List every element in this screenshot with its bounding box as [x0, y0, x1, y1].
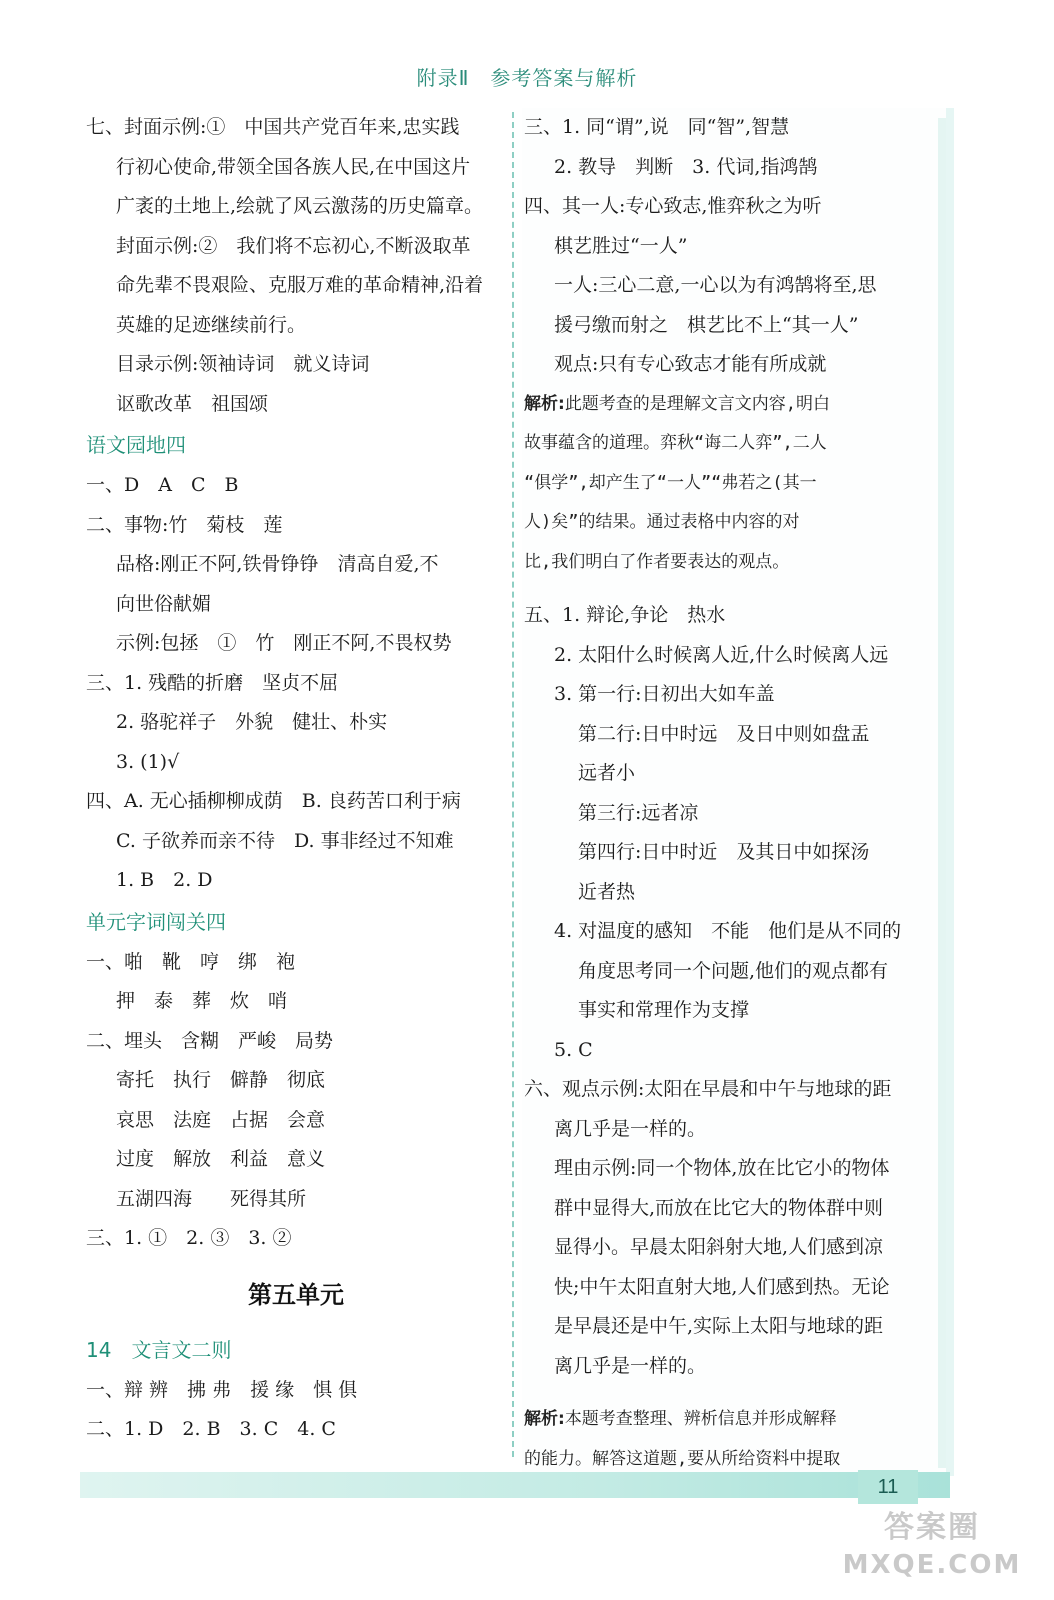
analysis-line: “俱学”,却产生了“一人”“弗若之(其一 — [524, 472, 817, 493]
answer-line: 2. 太阳什么时候离人近,什么时候离人远 — [554, 643, 889, 666]
answer-line: 离几乎是一样的。 — [554, 1117, 707, 1140]
answer-line: 一、啪 靴 哼 绑 袍 — [86, 950, 296, 973]
answer-line: 广袤的土地上,绘就了风云激荡的历史篇章。 — [116, 195, 484, 217]
answer-line: 显得小。早晨太阳斜射大地,人们感到凉 — [554, 1236, 884, 1258]
answer-line: 三、1. 同“谓”,说 同“智”,智慧 — [524, 116, 790, 138]
answer-line: 第二行:日中时远 及日中则如盘盂 — [578, 722, 870, 745]
answer-line: 行初心使命,带领全国各族人民,在中国这片 — [116, 155, 471, 178]
answer-line: 二、1. D 2. B 3. C 4. C — [86, 1418, 336, 1440]
answer-line: 群中显得大,而放在比它大的物体群中则 — [554, 1196, 884, 1219]
answer-line: 三、1. ① 2. ③ 3. ② — [86, 1227, 292, 1249]
analysis-line: 比,我们明白了作者要表达的观点。 — [524, 551, 790, 572]
answer-line: 七、封面示例:① 中国共产党百年来,忠实践 — [86, 116, 460, 138]
answer-line: 二、埋头 含糊 严峻 局势 — [86, 1029, 334, 1052]
right-edge-strip — [938, 118, 946, 1468]
answer-line: 观点:只有专心致志才能有所成就 — [554, 353, 827, 375]
answer-line: 哀思 法庭 占据 会意 — [116, 1108, 326, 1131]
answer-line: 5. C — [554, 1038, 593, 1061]
answer-line: 角度思考同一个问题,他们的观点都有 — [578, 959, 889, 982]
answer-line: 2. 骆驼祥子 外貌 健壮、朴实 — [116, 711, 388, 733]
answer-line: 四、其一人:专心致志,惟弈秋之为听 — [524, 195, 822, 217]
answer-line: 目录示例:领袖诗词 就义诗词 — [116, 353, 370, 375]
right-column — [524, 108, 934, 1479]
unit-heading: 第五单元 — [248, 1280, 344, 1309]
answer-line: 第四行:日中时近 及其日中如探汤 — [578, 841, 870, 863]
answer-line: 4. 对温度的感知 不能 他们是从不同的 — [554, 920, 902, 942]
answer-line: 快;中午太阳直射大地,人们感到热。无论 — [554, 1275, 890, 1298]
answer-line: 英雄的足迹继续前行。 — [116, 313, 307, 336]
watermark — [832, 1508, 1032, 1588]
answer-line: 品格:刚正不阿,铁骨铮铮 清高自爱,不 — [116, 553, 439, 575]
lesson-heading: 14 文言文二则 — [86, 1337, 232, 1362]
answer-line: 2. 教导 判断 3. 代词,指鸿鹄 — [554, 155, 818, 178]
answer-line: 远者小 — [578, 762, 636, 784]
answer-line: 一、D A C B — [86, 474, 239, 496]
answer-line: 押 泰 葬 炊 哨 — [116, 990, 288, 1012]
answer-line: 3. (1)√ — [116, 750, 180, 773]
answer-line: 六、观点示例:太阳在早晨和中午与地球的距 — [524, 1078, 892, 1100]
answer-line: 封面示例:② 我们将不忘初心,不断汲取革 — [116, 234, 471, 257]
analysis-line: 的能力。解答这道题,要从所给资料中提取 — [524, 1448, 841, 1469]
answer-line: 示例:包拯 ① 竹 刚正不阿,不畏权势 — [116, 632, 452, 654]
left-column — [86, 108, 506, 1450]
section-heading-words: 单元字词闯关四 — [86, 909, 226, 934]
analysis-text: 此题考查的是理解文言文内容,明白 — [564, 393, 831, 414]
answer-line: 第三行:远者凉 — [578, 801, 699, 824]
analysis-line — [524, 1400, 934, 1440]
answer-line: 是早晨还是中午,实际上太阳与地球的距 — [554, 1315, 884, 1337]
analysis-text: 本题考查整理、辨析信息并形成解释 — [564, 1409, 837, 1429]
watermark-text: 答案圈 — [884, 1510, 980, 1545]
answer-line: 寄托 执行 僻静 彻底 — [116, 1069, 326, 1091]
analysis-line: 故事蕴含的道理。弈秋“诲二人弈”,二人 — [524, 433, 827, 453]
analysis-line — [524, 385, 934, 425]
answer-line: 三、1. 残酷的折磨 坚贞不屈 — [86, 671, 339, 694]
answer-line: 离几乎是一样的。 — [554, 1354, 707, 1377]
answer-line: 二、事物:竹 菊枝 莲 — [86, 513, 283, 536]
answer-line: 命先辈不畏艰险、克服万难的革命精神,沿着 — [116, 274, 484, 296]
analysis-line: 人)矣”的结果。通过表格中内容的对 — [524, 512, 800, 532]
answer-line: 五湖四海 死得其所 — [116, 1187, 307, 1210]
answer-line: 讴歌改革 祖国颂 — [116, 392, 269, 415]
answer-line: 一人:三心二意,一心以为有鸿鹄将至,思 — [554, 274, 877, 296]
page-header: 附录Ⅱ 参考答案与解析 — [416, 66, 638, 90]
answer-line: 近者热 — [578, 880, 636, 903]
analysis-label: 解析: — [524, 1409, 565, 1429]
answer-line: 事实和常理作为支撑 — [578, 999, 750, 1021]
answer-line: 过度 解放 利益 意义 — [116, 1148, 326, 1170]
analysis-label: 解析: — [524, 393, 565, 414]
answer-line: 四、A. 无心插柳柳成荫 B. 良药苦口利于病 — [86, 790, 461, 812]
answer-line: 援弓缴而射之 棋艺比不上“其一人” — [554, 313, 859, 336]
answer-line: 五、1. 辩论,争论 热水 — [524, 604, 726, 626]
watermark-url: MXQE.COM — [842, 1550, 1022, 1580]
bottom-decor-bar — [80, 1472, 950, 1498]
answer-line: 向世俗献媚 — [116, 592, 212, 615]
answer-line: 理由示例:同一个物体,放在比它小的物体 — [554, 1157, 890, 1179]
answer-line: 棋艺胜过“一人” — [554, 234, 688, 257]
column-divider — [512, 112, 514, 1457]
answer-line: 一、辩 辨 拂 弗 援 缘 惧 俱 — [86, 1378, 358, 1401]
answer-line: 3. 第一行:日初出大如车盖 — [554, 683, 775, 705]
answer-line: C. 子欲养而亲不待 D. 事非经过不知难 — [116, 829, 454, 852]
section-heading-garden: 语文园地四 — [86, 433, 186, 457]
answer-line: 1. B 2. D — [116, 869, 213, 891]
page-number: 11 — [858, 1470, 918, 1504]
